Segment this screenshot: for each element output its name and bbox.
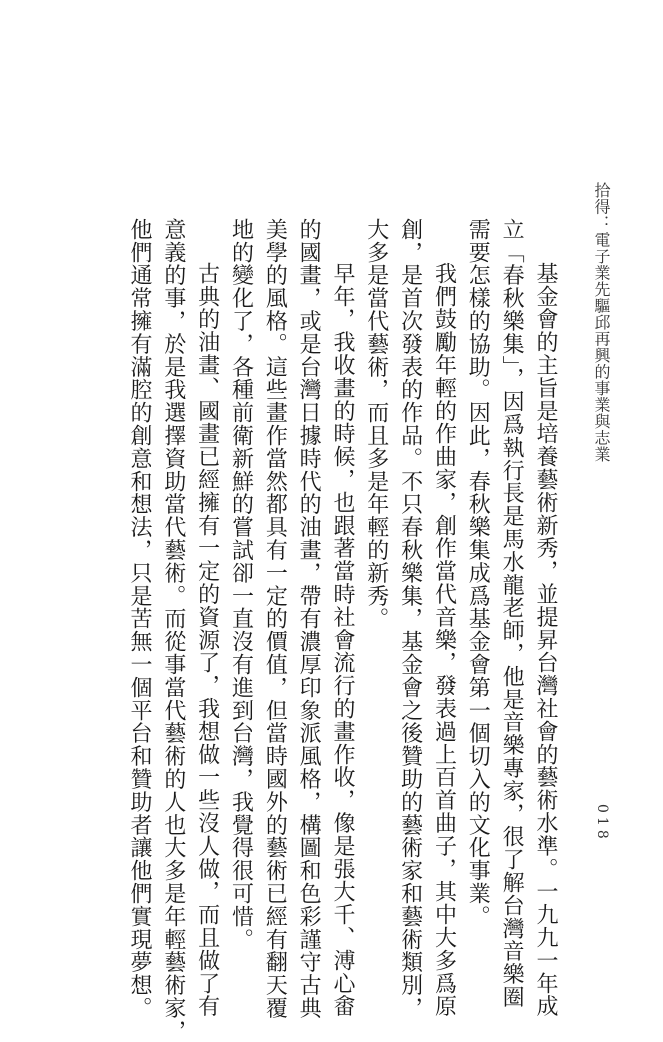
- text-column: 他們通常擁有滿腔的創意和想法，只是苦無一個平台和贊助者讓他們實現夢想。: [127, 218, 152, 1020]
- text-column: 古典的油畫、國畫已經擁有一定的資源了，我想做一些沒人做，而且做了有: [194, 262, 220, 1018]
- text-column: 需要怎樣的協助。因此，春秋樂集成爲基金會第一個切入的文化事業。: [465, 218, 491, 928]
- running-head-title: 拾得：電子業先驅邱再興的事業與志業: [592, 182, 611, 463]
- text-column: 大多是當代藝術，而且多是年輕的新秀。: [363, 218, 389, 631]
- page-number: 018: [594, 804, 610, 843]
- text-column: 我們鼓勵年輕的作曲家，創作當代音樂，發表過上百首曲子，其中大多爲原: [431, 262, 457, 1018]
- text-column: 基金會的主旨是培養藝術新秀，並提昇台灣社會的藝術水準。一九九一年成: [532, 262, 558, 1018]
- text-column: 意義的事，於是我選擇資助當代藝術。而從事當代藝術的人也大多是年輕藝術家，: [160, 218, 186, 1042]
- text-column: 早年，我收畫的時候，也跟著當時社會流行的畫作收，像是張大千、溥心畬: [329, 262, 355, 1018]
- text-column: 的國畫，或是台灣日據時代的油畫，帶有濃厚印象派風格，構圖和色彩謹守古典: [296, 218, 322, 1020]
- text-column: 創，是首次發表的作品。不只春秋樂集，基金會之後贊助的藝術家和藝術類別，: [397, 218, 423, 1020]
- text-column: 美學的風格。這些畫作當然都具有一定的價值，但當時國外的藝術已經有翻天覆: [262, 218, 288, 1020]
- text-column: 地的變化了，各種前衛新鮮的嘗試卻一直沒有進到台灣，我覺得很可惜。: [228, 218, 254, 951]
- text-column: 立「春秋樂集」，因爲執行長是馬水龍老師，他是音樂專家，很了解台灣音樂圈: [499, 218, 525, 1009]
- body-text: [127, 218, 558, 1042]
